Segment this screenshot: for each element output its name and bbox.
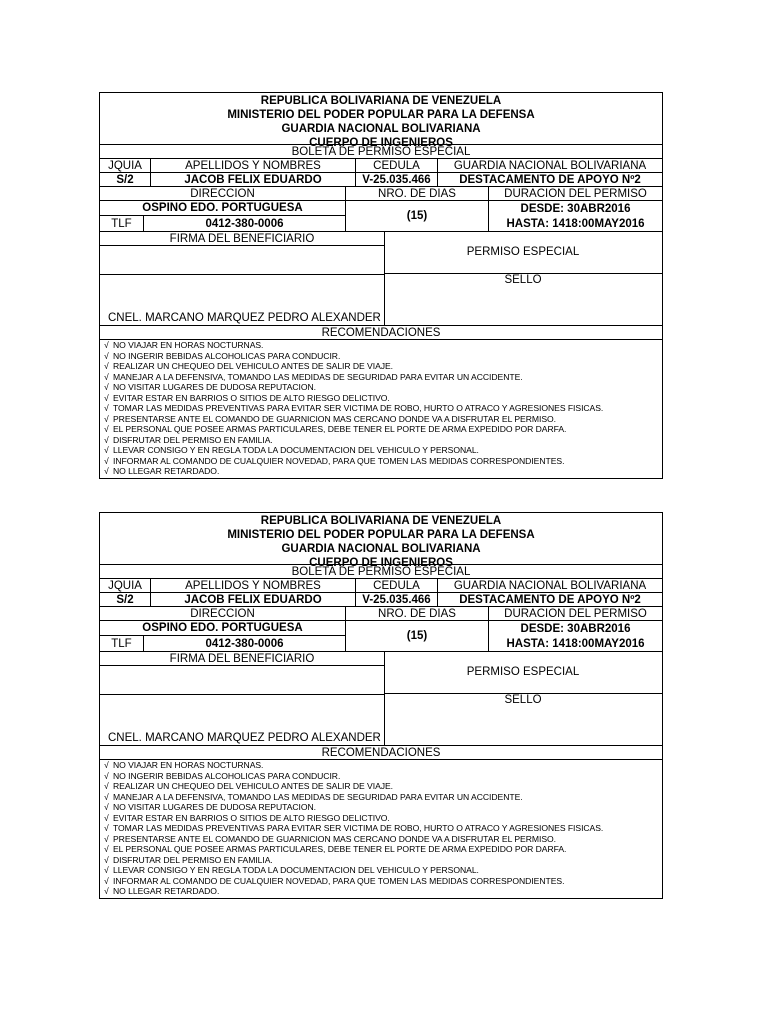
recommendation-text: PRESENTARSE ANTE EL COMANDO DE GUARNICION MAS CERCANO DONDE VA A DISFRUTAR EL PERMISO. <box>113 833 556 844</box>
label-firma: FIRMA DEL BENEFICIARIO <box>100 232 384 246</box>
checkmark-icon: √ <box>104 455 109 466</box>
checkmark-icon: √ <box>104 340 109 350</box>
value-cedula: V-25.035.466 <box>355 173 437 186</box>
recommendations-title-row <box>100 326 662 340</box>
header-ministry: MINISTERIO DEL PODER POPULAR PARA LA DEFENSA <box>227 529 535 541</box>
label-sello: SELLO <box>504 694 542 706</box>
header-republic: REPUBLICA BOLIVARIANA DE VENEZUELA <box>260 515 502 527</box>
checkmark-icon: √ <box>104 434 109 445</box>
labels-row-2 <box>100 187 662 201</box>
label-guardia: GUARDIA NACIONAL BOLIVARIANA <box>437 159 662 172</box>
recommendation-item <box>104 771 662 782</box>
recommendation-item <box>104 361 662 372</box>
label-jquia: JQUIA <box>108 579 142 592</box>
signature-divider <box>100 694 384 695</box>
checkmark-icon: √ <box>104 361 109 371</box>
recommendation-text: INFORMAR AL COMANDO DE CUALQUIER NOVEDAD, PARA QUE TOMEN LAS MEDIDAS CORRESPONDIENTES. <box>113 455 565 466</box>
recommendation-item <box>104 414 662 425</box>
label-guardia: GUARDIA NACIONAL BOLIVARIANA <box>437 579 662 592</box>
recommendation-text: PRESENTARSE ANTE EL COMANDO DE GUARNICION MAS CERCANO DONDE VA A DISFRUTAR EL PERMISO. <box>113 413 556 424</box>
recommendation-item <box>104 435 662 446</box>
recommendation-item <box>104 403 662 414</box>
checkmark-icon: √ <box>104 875 109 886</box>
value-telefono: 0412-380-0006 <box>143 636 345 651</box>
recommendation-item <box>104 802 662 813</box>
recommendation-text: NO LLEGAR RETARDADO. <box>113 466 220 476</box>
recommendation-item <box>104 466 662 477</box>
values-row-1 <box>100 593 662 607</box>
label-tlf: TLF <box>111 217 132 230</box>
label-duracion: DURACION DEL PERMISO <box>488 187 662 200</box>
recommendation-text: LLEVAR CONSIGO Y EN REGLA TODA LA DOCUMENTACION DEL VEHICULO Y PERSONAL. <box>113 865 479 875</box>
header-guard: GUARDIA NACIONAL BOLIVARIANA <box>281 123 481 135</box>
header-ministry: MINISTERIO DEL PODER POPULAR PARA LA DEFENSA <box>227 109 535 121</box>
recommendation-text: NO VIAJAR EN HORAS NOCTURNAS. <box>113 760 264 770</box>
form-subtitle: BOLETA DE PERMISO ESPECIAL <box>291 565 471 578</box>
recommendation-text: INFORMAR AL COMANDO DE CUALQUIER NOVEDAD, PARA QUE TOMEN LAS MEDIDAS CORRESPONDIENTES. <box>113 875 565 886</box>
recommendation-text: LLEVAR CONSIGO Y EN REGLA TODA LA DOCUMENTACION DEL VEHICULO Y PERSONAL. <box>113 445 479 455</box>
checkmark-icon: √ <box>104 812 109 823</box>
checkmark-icon: √ <box>104 844 109 854</box>
checkmark-icon: √ <box>104 791 109 802</box>
signature-row <box>100 652 662 746</box>
form-subtitle: BOLETA DE PERMISO ESPECIAL <box>291 145 471 158</box>
labels-row-1 <box>100 159 662 173</box>
recommendation-item <box>104 855 662 866</box>
label-apellidos: APELLIDOS Y NOMBRES <box>150 579 355 592</box>
value-cedula: V-25.035.466 <box>355 593 437 606</box>
checkmark-icon: √ <box>104 770 109 781</box>
comandante-name: CNEL. MARCANO MARQUEZ PEDRO ALEXANDER <box>108 312 381 324</box>
label-nro-dias: NRO. DE DIAS <box>345 607 488 620</box>
checkmark-icon: √ <box>104 445 109 455</box>
recommendations-title-row <box>100 746 662 760</box>
recommendation-item <box>104 393 662 404</box>
recommendation-text: EVITAR ESTAR EN BARRIOS O SITIOS DE ALTO RIESGO DELICTIVO. <box>113 812 390 823</box>
values-row-1 <box>100 173 662 187</box>
label-nro-dias: NRO. DE DIAS <box>345 187 488 200</box>
checkmark-icon: √ <box>104 781 109 791</box>
value-destacamento: DESTACAMENTO DE APOYO Nº2 <box>437 593 662 606</box>
recommendation-item <box>104 445 662 456</box>
recommendation-text: DISFRUTAR DEL PERMISO EN FAMILIA. <box>113 854 273 865</box>
value-hasta: HASTA: 1418:00MAY2016 <box>488 216 662 231</box>
recommendation-item <box>104 351 662 362</box>
recommendations-list <box>100 760 662 898</box>
recommendation-text: MANEJAR A LA DEFENSIVA, TOMANDO LAS MEDIDAS DE SEGURIDAD PARA EVITAR UN ACCIDENTE. <box>113 791 523 802</box>
label-tlf: TLF <box>111 637 132 650</box>
label-permiso-especial: PERMISO ESPECIAL <box>466 666 580 678</box>
labels-row-2 <box>100 607 662 621</box>
form-header <box>100 93 662 149</box>
label-apellidos: APELLIDOS Y NOMBRES <box>150 159 355 172</box>
recommendation-text: NO VIAJAR EN HORAS NOCTURNAS. <box>113 340 264 350</box>
recommendation-text: NO VISITAR LUGARES DE DUDOSA REPUTACION. <box>113 802 317 812</box>
values-row-2 <box>100 621 662 652</box>
recommendation-item <box>104 813 662 824</box>
checkmark-icon: √ <box>104 466 109 476</box>
subtitle-row <box>100 145 662 159</box>
value-jquia: S/2 <box>116 593 134 606</box>
header-republic: REPUBLICA BOLIVARIANA DE VENEZUELA <box>260 95 502 107</box>
recommendation-item <box>104 372 662 383</box>
label-direccion: DIRECCION <box>190 607 255 620</box>
value-destacamento: DESTACAMENTO DE APOYO Nº2 <box>437 173 662 186</box>
value-desde: DESDE: 30ABR2016 <box>488 621 662 636</box>
comandante-name: CNEL. MARCANO MARQUEZ PEDRO ALEXANDER <box>108 732 381 744</box>
subtitle-row <box>100 565 662 579</box>
label-recomendaciones: RECOMENDACIONES <box>321 326 441 339</box>
checkmark-icon: √ <box>104 350 109 361</box>
value-jquia: S/2 <box>116 173 134 186</box>
checkmark-icon: √ <box>104 403 109 413</box>
label-direccion: DIRECCION <box>190 187 255 200</box>
recommendation-item <box>104 456 662 467</box>
labels-row-1 <box>100 579 662 593</box>
recommendation-text: NO INGERIR BEBIDAS ALCOHOLICAS PARA CONDUCIR. <box>113 350 341 361</box>
value-nombre: JACOB FELIX EDUARDO <box>150 173 355 186</box>
recommendation-item <box>104 834 662 845</box>
checkmark-icon: √ <box>104 382 109 392</box>
recommendation-item <box>104 823 662 834</box>
label-firma: FIRMA DEL BENEFICIARIO <box>100 652 384 666</box>
recommendation-text: TOMAR LAS MEDIDAS PREVENTIVAS PARA EVITAR SER VICTIMA DE ROBO, HURTO O ATRACO Y AGRESIONES FISICAS. <box>113 823 604 833</box>
recommendation-text: EL PERSONAL QUE POSEE ARMAS PARTICULARES, DEBE TENER EL PORTE DE ARMA EXPEDIDO POR DARFA. <box>113 424 567 434</box>
checkmark-icon: √ <box>104 823 109 833</box>
recommendation-text: NO VISITAR LUGARES DE DUDOSA REPUTACION. <box>113 382 317 392</box>
label-duracion: DURACION DEL PERMISO <box>488 607 662 620</box>
checkmark-icon: √ <box>104 392 109 403</box>
form-header <box>100 513 662 569</box>
checkmark-icon: √ <box>104 854 109 865</box>
checkmark-icon: √ <box>104 865 109 875</box>
recommendation-text: NO LLEGAR RETARDADO. <box>113 886 220 896</box>
recommendation-text: NO INGERIR BEBIDAS ALCOHOLICAS PARA CONDUCIR. <box>113 770 341 781</box>
recommendation-item <box>104 424 662 435</box>
label-sello: SELLO <box>504 274 542 286</box>
value-desde: DESDE: 30ABR2016 <box>488 201 662 216</box>
signature-row <box>100 232 662 326</box>
header-corps: CUERPO DE INGENIEROS <box>309 557 453 569</box>
recommendation-item <box>104 781 662 792</box>
label-cedula: CEDULA <box>355 579 437 592</box>
checkmark-icon: √ <box>104 886 109 896</box>
recommendation-text: DISFRUTAR DEL PERMISO EN FAMILIA. <box>113 434 273 445</box>
label-recomendaciones: RECOMENDACIONES <box>321 746 441 759</box>
recommendation-item <box>104 382 662 393</box>
header-corps: CUERPO DE INGENIEROS <box>309 137 453 149</box>
recommendation-item <box>104 886 662 897</box>
checkmark-icon: √ <box>104 833 109 844</box>
recommendation-item <box>104 340 662 351</box>
recommendation-text: EL PERSONAL QUE POSEE ARMAS PARTICULARES, DEBE TENER EL PORTE DE ARMA EXPEDIDO POR DARFA. <box>113 844 567 854</box>
checkmark-icon: √ <box>104 424 109 434</box>
recommendation-item <box>104 760 662 771</box>
recommendation-text: REALIZAR UN CHEQUEO DEL VEHICULO ANTES DE SALIR DE VIAJE. <box>113 781 394 791</box>
values-row-2 <box>100 201 662 232</box>
recommendation-text: REALIZAR UN CHEQUEO DEL VEHICULO ANTES DE SALIR DE VIAJE. <box>113 361 394 371</box>
checkmark-icon: √ <box>104 802 109 812</box>
checkmark-icon: √ <box>104 760 109 770</box>
recommendation-text: TOMAR LAS MEDIDAS PREVENTIVAS PARA EVITAR SER VICTIMA DE ROBO, HURTO O ATRACO Y AGRESIONES FISICAS. <box>113 403 604 413</box>
recommendation-item <box>104 792 662 803</box>
label-permiso-especial: PERMISO ESPECIAL <box>466 246 580 258</box>
value-hasta: HASTA: 1418:00MAY2016 <box>488 636 662 651</box>
value-direccion: OSPINO EDO. PORTUGUESA <box>100 201 345 216</box>
recommendation-item <box>104 844 662 855</box>
recommendations-list <box>100 340 662 478</box>
value-dias: (15) <box>345 621 488 651</box>
permit-form-1 <box>99 92 663 479</box>
value-nombre: JACOB FELIX EDUARDO <box>150 593 355 606</box>
label-cedula: CEDULA <box>355 159 437 172</box>
checkmark-icon: √ <box>104 371 109 382</box>
header-guard: GUARDIA NACIONAL BOLIVARIANA <box>281 543 481 555</box>
recommendation-text: EVITAR ESTAR EN BARRIOS O SITIOS DE ALTO RIESGO DELICTIVO. <box>113 392 390 403</box>
value-dias: (15) <box>345 201 488 231</box>
recommendation-item <box>104 865 662 876</box>
recommendation-item <box>104 876 662 887</box>
label-jquia: JQUIA <box>108 159 142 172</box>
value-telefono: 0412-380-0006 <box>143 216 345 231</box>
checkmark-icon: √ <box>104 413 109 424</box>
recommendation-text: MANEJAR A LA DEFENSIVA, TOMANDO LAS MEDIDAS DE SEGURIDAD PARA EVITAR UN ACCIDENTE. <box>113 371 523 382</box>
signature-divider <box>100 274 384 275</box>
permit-form-2 <box>99 512 663 899</box>
value-direccion: OSPINO EDO. PORTUGUESA <box>100 621 345 636</box>
